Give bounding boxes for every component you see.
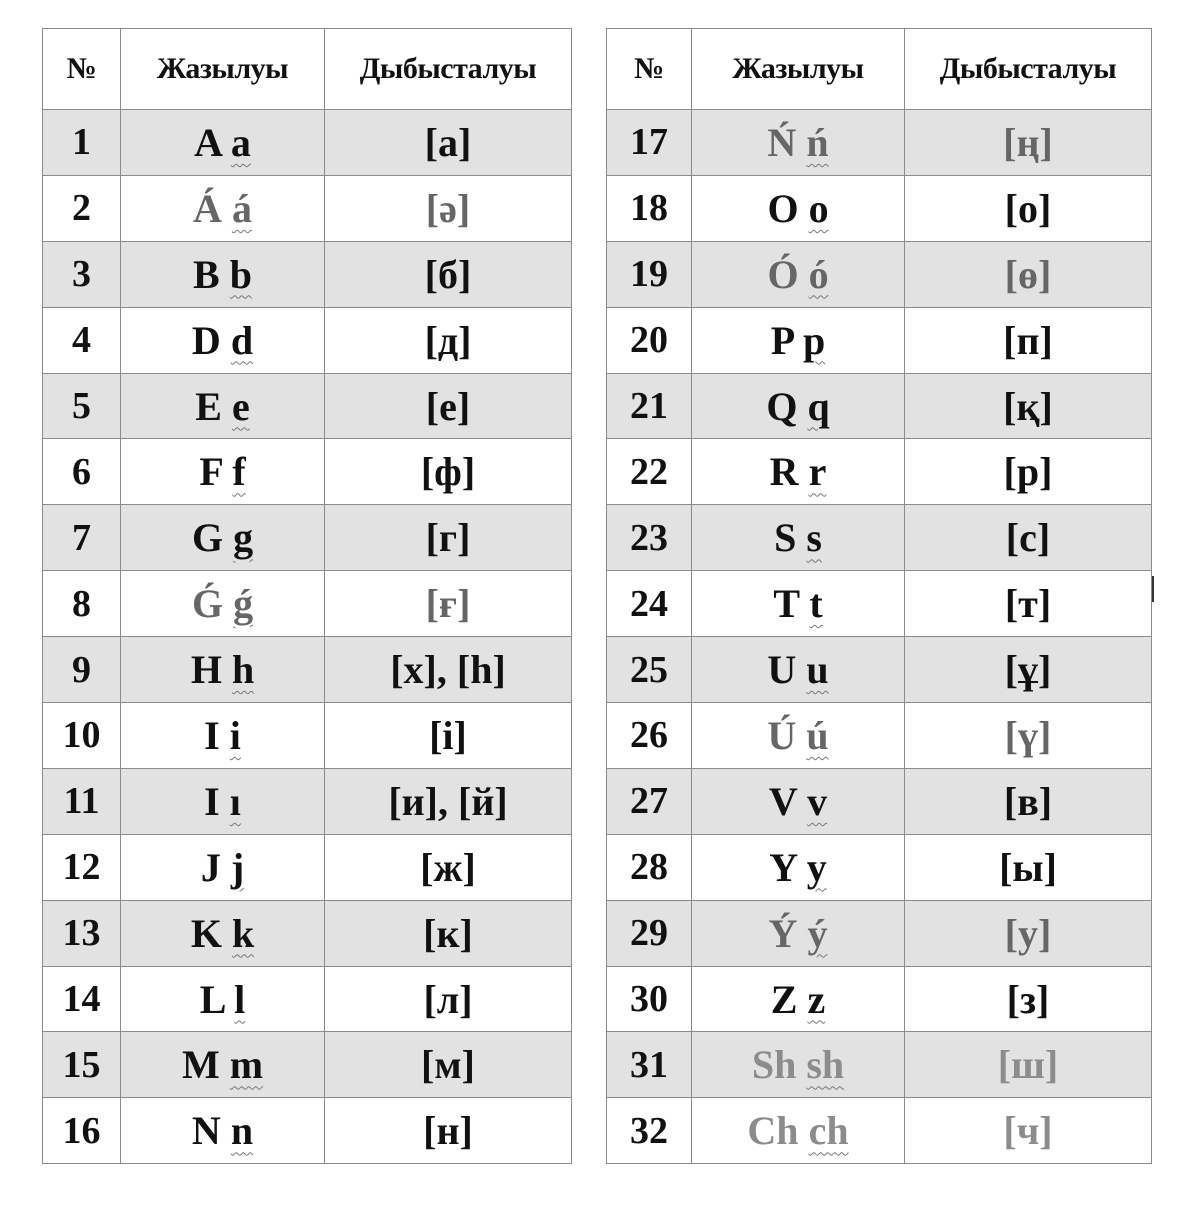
letter-number: 14 xyxy=(43,966,121,1032)
latin-letter xyxy=(692,373,905,439)
letter-number: 3 xyxy=(43,241,121,307)
latin-letter xyxy=(121,110,325,176)
uppercase-letter: Y xyxy=(769,844,797,890)
letter-row xyxy=(43,1098,572,1164)
latin-letter xyxy=(692,1032,905,1098)
cyrillic-sound: [г] xyxy=(325,505,572,571)
letter-number: 25 xyxy=(607,637,692,703)
cyrillic-sound: [і] xyxy=(325,703,572,769)
cyrillic-sound: [е] xyxy=(325,373,572,439)
latin-letter xyxy=(121,966,325,1032)
cyrillic-sound: [к] xyxy=(325,900,572,966)
latin-letter xyxy=(692,439,905,505)
letter-number: 32 xyxy=(607,1098,692,1164)
letter-number: 30 xyxy=(607,966,692,1032)
text-cursor xyxy=(1152,576,1154,602)
writing-header: Жазылуы xyxy=(692,29,905,110)
cyrillic-sound: [т] xyxy=(905,571,1152,637)
lowercase-letter: h xyxy=(231,647,255,693)
letter-number: 4 xyxy=(43,307,121,373)
lowercase-letter: o xyxy=(808,185,829,231)
uppercase-letter: Ǵ xyxy=(191,581,224,627)
lowercase-letter: ó xyxy=(808,251,829,297)
lowercase-letter: i xyxy=(229,712,241,758)
latin-letter xyxy=(692,966,905,1032)
cyrillic-sound: [л] xyxy=(325,966,572,1032)
letter-number: 27 xyxy=(607,768,692,834)
latin-letter xyxy=(121,373,325,439)
uppercase-letter: I xyxy=(204,778,220,824)
uppercase-letter: N xyxy=(191,1108,221,1154)
letter-row xyxy=(43,834,572,900)
lowercase-letter: n xyxy=(230,1108,254,1154)
uppercase-letter: M xyxy=(181,1042,220,1088)
letter-number: 18 xyxy=(607,175,692,241)
letter-number: 29 xyxy=(607,900,692,966)
uppercase-letter: Ń xyxy=(767,119,797,165)
latin-letter xyxy=(121,439,325,505)
letter-number: 28 xyxy=(607,834,692,900)
uppercase-letter: G xyxy=(191,515,224,561)
uppercase-letter: Á xyxy=(193,185,222,231)
lowercase-letter: r xyxy=(808,449,827,495)
uppercase-letter: I xyxy=(204,712,220,758)
lowercase-letter: j xyxy=(230,844,245,890)
letter-number: 16 xyxy=(43,1098,121,1164)
cyrillic-sound: [у] xyxy=(905,900,1152,966)
lowercase-letter: m xyxy=(229,1042,264,1088)
uppercase-letter: S xyxy=(774,515,797,561)
latin-letter xyxy=(121,768,325,834)
letter-number: 26 xyxy=(607,703,692,769)
lowercase-letter: e xyxy=(231,383,250,429)
uppercase-letter: R xyxy=(769,449,799,495)
cyrillic-sound: [и], [й] xyxy=(325,768,572,834)
uppercase-letter: Ý xyxy=(768,910,798,956)
cyrillic-sound: [ф] xyxy=(325,439,572,505)
letter-row xyxy=(43,505,572,571)
cyrillic-sound: [ғ] xyxy=(325,571,572,637)
letter-number: 13 xyxy=(43,900,121,966)
latin-letter xyxy=(692,900,905,966)
cyrillic-sound: [б] xyxy=(325,241,572,307)
latin-letter xyxy=(121,505,325,571)
lowercase-letter: ı xyxy=(229,778,241,824)
letter-number: 11 xyxy=(43,768,121,834)
letter-row xyxy=(607,439,1152,505)
uppercase-letter: T xyxy=(773,581,800,627)
cyrillic-sound: [ң] xyxy=(905,110,1152,176)
latin-letter xyxy=(692,1098,905,1164)
letter-number: 8 xyxy=(43,571,121,637)
cyrillic-sound: [м] xyxy=(325,1032,572,1098)
letter-number: 21 xyxy=(607,373,692,439)
uppercase-letter: Sh xyxy=(751,1042,797,1088)
letter-row xyxy=(607,768,1152,834)
number-header: № xyxy=(607,29,692,110)
cyrillic-sound: [ш] xyxy=(905,1032,1152,1098)
cyrillic-sound: [ы] xyxy=(905,834,1152,900)
letter-row xyxy=(43,703,572,769)
latin-letter xyxy=(121,834,325,900)
lowercase-letter: z xyxy=(807,976,826,1022)
uppercase-letter: B xyxy=(193,251,220,297)
uppercase-letter: Ú xyxy=(767,712,797,758)
lowercase-letter: a xyxy=(230,119,251,165)
uppercase-letter: J xyxy=(200,844,221,890)
cyrillic-sound: [д] xyxy=(325,307,572,373)
letter-row xyxy=(607,373,1152,439)
latin-letter xyxy=(692,703,905,769)
lowercase-letter: ń xyxy=(806,119,829,165)
latin-letter xyxy=(121,307,325,373)
letter-row xyxy=(43,571,572,637)
lowercase-letter: q xyxy=(807,383,830,429)
uppercase-letter: O xyxy=(767,185,799,231)
letter-row xyxy=(607,900,1152,966)
number-header: № xyxy=(43,29,121,110)
uppercase-letter: D xyxy=(191,317,221,363)
pronunciation-header: Дыбысталуы xyxy=(325,29,572,110)
letter-row xyxy=(607,175,1152,241)
letter-number: 19 xyxy=(607,241,692,307)
lowercase-letter: v xyxy=(807,778,828,824)
latin-letter xyxy=(121,1098,325,1164)
header-row xyxy=(607,29,1152,110)
cyrillic-sound: [в] xyxy=(905,768,1152,834)
letter-row xyxy=(607,1032,1152,1098)
latin-letter xyxy=(121,900,325,966)
letter-row xyxy=(607,241,1152,307)
header-row xyxy=(43,29,572,110)
letter-row xyxy=(607,834,1152,900)
letter-row xyxy=(43,768,572,834)
lowercase-letter: s xyxy=(806,515,822,561)
lowercase-letter: ǵ xyxy=(233,581,254,627)
letter-number: 20 xyxy=(607,307,692,373)
letter-number: 10 xyxy=(43,703,121,769)
lowercase-letter: sh xyxy=(806,1042,845,1088)
uppercase-letter: P xyxy=(770,317,793,363)
letter-row xyxy=(607,637,1152,703)
cyrillic-sound: [с] xyxy=(905,505,1152,571)
latin-letter xyxy=(692,307,905,373)
letter-row xyxy=(43,1032,572,1098)
latin-letter xyxy=(121,571,325,637)
letter-number: 12 xyxy=(43,834,121,900)
letter-number: 7 xyxy=(43,505,121,571)
latin-letter xyxy=(121,1032,325,1098)
uppercase-letter: L xyxy=(199,976,225,1022)
latin-letter xyxy=(692,768,905,834)
uppercase-letter: A xyxy=(194,119,221,165)
cyrillic-sound: [о] xyxy=(905,175,1152,241)
letter-row xyxy=(607,703,1152,769)
cyrillic-sound: [ө] xyxy=(905,241,1152,307)
lowercase-letter: t xyxy=(809,581,823,627)
cyrillic-sound: [ұ] xyxy=(905,637,1152,703)
letter-number: 31 xyxy=(607,1032,692,1098)
letter-number: 2 xyxy=(43,175,121,241)
uppercase-letter: Z xyxy=(770,976,798,1022)
latin-letter xyxy=(121,175,325,241)
lowercase-letter: ú xyxy=(806,712,829,758)
uppercase-letter: K xyxy=(190,910,222,956)
letter-row xyxy=(607,571,1152,637)
letter-row xyxy=(43,110,572,176)
uppercase-letter: H xyxy=(190,647,222,693)
letter-row xyxy=(43,439,572,505)
letter-number: 22 xyxy=(607,439,692,505)
letter-number: 5 xyxy=(43,373,121,439)
cyrillic-sound: [ч] xyxy=(905,1098,1152,1164)
letter-row xyxy=(43,307,572,373)
lowercase-letter: g xyxy=(233,515,254,561)
writing-header: Жазылуы xyxy=(121,29,325,110)
latin-letter xyxy=(121,241,325,307)
letter-row xyxy=(43,637,572,703)
lowercase-letter: l xyxy=(234,976,246,1022)
pronunciation-header: Дыбысталуы xyxy=(905,29,1152,110)
latin-letter xyxy=(692,637,905,703)
letter-row xyxy=(607,505,1152,571)
letter-number: 15 xyxy=(43,1032,121,1098)
letter-row xyxy=(43,373,572,439)
letter-number: 6 xyxy=(43,439,121,505)
lowercase-letter: u xyxy=(806,647,829,693)
cyrillic-sound: [а] xyxy=(325,110,572,176)
lowercase-letter: y xyxy=(806,844,827,890)
uppercase-letter: U xyxy=(767,647,797,693)
uppercase-letter: V xyxy=(768,778,798,824)
latin-letter xyxy=(692,241,905,307)
letter-row xyxy=(607,1098,1152,1164)
uppercase-letter: Ch xyxy=(747,1108,799,1154)
lowercase-letter: p xyxy=(802,317,826,363)
letter-number: 1 xyxy=(43,110,121,176)
letter-row xyxy=(43,966,572,1032)
latin-letter xyxy=(692,505,905,571)
letter-row xyxy=(607,966,1152,1032)
lowercase-letter: ý xyxy=(807,910,828,956)
letter-row xyxy=(607,110,1152,176)
latin-letter xyxy=(692,175,905,241)
letter-number: 24 xyxy=(607,571,692,637)
cyrillic-sound: [н] xyxy=(325,1098,572,1164)
letter-number: 23 xyxy=(607,505,692,571)
latin-letter xyxy=(692,110,905,176)
lowercase-letter: b xyxy=(229,251,252,297)
alphabet-table-left xyxy=(42,28,572,1164)
letter-row xyxy=(43,900,572,966)
latin-letter xyxy=(121,703,325,769)
lowercase-letter: á xyxy=(231,185,252,231)
cyrillic-sound: [п] xyxy=(905,307,1152,373)
alphabet-table-right xyxy=(606,28,1152,1164)
letter-row xyxy=(43,175,572,241)
lowercase-letter: f xyxy=(232,449,246,495)
letter-row xyxy=(607,307,1152,373)
letter-row xyxy=(43,241,572,307)
cyrillic-sound: [x], [h] xyxy=(325,637,572,703)
lowercase-letter: d xyxy=(230,317,254,363)
cyrillic-sound: [ж] xyxy=(325,834,572,900)
cyrillic-sound: [ə] xyxy=(325,175,572,241)
cyrillic-sound: [р] xyxy=(905,439,1152,505)
uppercase-letter: Ó xyxy=(767,251,799,297)
uppercase-letter: F xyxy=(199,449,223,495)
latin-letter xyxy=(692,834,905,900)
latin-letter xyxy=(121,637,325,703)
latin-letter xyxy=(692,571,905,637)
letter-number: 9 xyxy=(43,637,121,703)
letter-number: 17 xyxy=(607,110,692,176)
cyrillic-sound: [қ] xyxy=(905,373,1152,439)
uppercase-letter: E xyxy=(195,383,222,429)
uppercase-letter: Q xyxy=(766,383,798,429)
cyrillic-sound: [ү] xyxy=(905,703,1152,769)
cyrillic-sound: [з] xyxy=(905,966,1152,1032)
lowercase-letter: ch xyxy=(808,1108,849,1154)
lowercase-letter: k xyxy=(231,910,255,956)
